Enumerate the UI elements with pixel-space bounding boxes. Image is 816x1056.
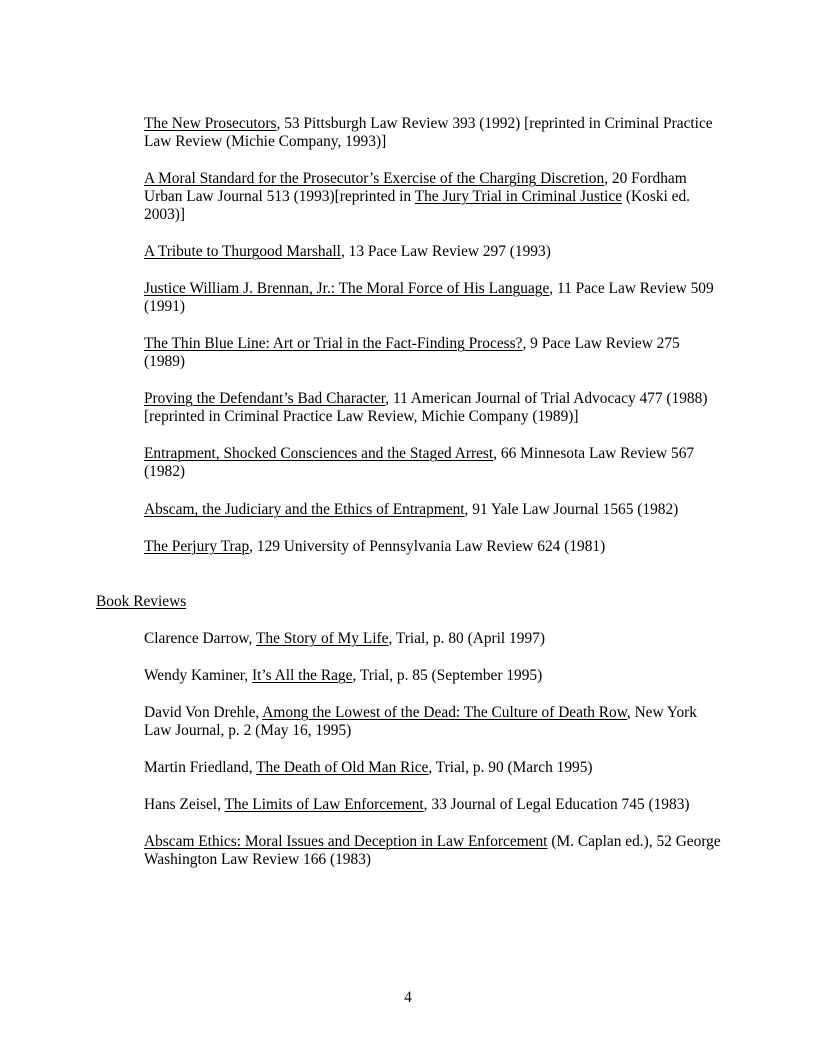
- article-citation: , 11 Pace Law Review 509 (1991): [144, 280, 714, 315]
- review-citation: , New York Law Journal, p. 2 (May 16, 1995): [144, 704, 697, 739]
- book-title: The Limits of Law Enforcement: [224, 796, 424, 813]
- article-citation: , 91 Yale Law Journal 1565 (1982): [464, 501, 679, 518]
- section-heading-book-reviews: Book Reviews: [96, 593, 187, 610]
- article-title: A Tribute to Thurgood Marshall: [144, 243, 341, 260]
- review-citation: , 33 Journal of Legal Education 745 (1983): [423, 796, 690, 813]
- review-citation: , Trial, p. 85 (September 1995): [352, 667, 543, 684]
- book-title: The Jury Trial in Criminal Justice: [414, 188, 623, 205]
- book-review-entry: [144, 759, 724, 777]
- review-author: Wendy Kaminer,: [144, 667, 252, 684]
- article-title: Proving the Defendant’s Bad Character: [144, 390, 386, 407]
- article-entry: [144, 501, 724, 519]
- article-title: The Thin Blue Line: Art or Trial in the Fact-Finding Process?: [144, 335, 523, 352]
- book-review-entry: [144, 667, 724, 685]
- article-entry: [144, 170, 724, 224]
- article-title: The Perjury Trap: [144, 538, 250, 555]
- article-title: Entrapment, Shocked Consciences and the Staged Arrest: [144, 445, 494, 462]
- article-title: The New Prosecutors: [144, 115, 277, 132]
- book-review-entry: [144, 833, 724, 869]
- book-review-entry: [144, 796, 724, 814]
- article-entry: [144, 115, 724, 151]
- article-citation: , 129 University of Pennsylvania Law Review 624 (1981): [249, 538, 606, 555]
- review-author: Clarence Darrow,: [144, 630, 256, 647]
- article-citation: , 53 Pittsburgh Law Review 393 (1992) [reprinted in Criminal Practice Law Review (Michie Company, 1993)]: [144, 115, 713, 150]
- book-title: It’s All the Rage: [251, 667, 353, 684]
- book-review-entry: [144, 630, 724, 648]
- article-entry: [144, 538, 724, 556]
- article-entry: [144, 445, 724, 481]
- article-entry: [144, 243, 724, 261]
- review-citation: , Trial, p. 80 (April 1997): [388, 630, 545, 647]
- article-citation: , 66 Minnesota Law Review 567 (1982): [144, 445, 695, 480]
- page-number: 4: [404, 989, 412, 1006]
- review-author: Hans Zeisel,: [144, 796, 225, 813]
- book-title: Abscam Ethics: Moral Issues and Deception in Law Enforcement: [144, 833, 548, 850]
- review-citation: , Trial, p. 90 (March 1995): [428, 759, 593, 776]
- article-entry: [144, 280, 724, 316]
- article-citation: (Koski ed. 2003)]: [144, 188, 691, 223]
- book-title: The Story of My Life: [255, 630, 389, 647]
- book-title: Among the Lowest of the Dead: The Culture of Death Row: [262, 704, 627, 721]
- article-title: A Moral Standard for the Prosecutor’s Exercise of the Charging Discretion: [144, 170, 605, 187]
- article-entry: [144, 390, 724, 426]
- article-entry: [144, 335, 724, 371]
- article-citation: , 9 Pace Law Review 275 (1989): [144, 335, 680, 370]
- article-citation: , 13 Pace Law Review 297 (1993): [340, 243, 551, 260]
- article-citation: , 20 Fordham Urban Law Journal 513 (1993)[reprinted in: [144, 170, 687, 205]
- review-citation: (M. Caplan ed.), 52 George Washington Law Review 166 (1983): [144, 833, 721, 868]
- review-author: Martin Friedland,: [144, 759, 257, 776]
- book-title: The Death of Old Man Rice: [256, 759, 429, 776]
- article-title: Justice William J. Brennan, Jr.: The Moral Force of His Language: [144, 280, 550, 297]
- article-citation: , 11 American Journal of Trial Advocacy 477 (1988)[reprinted in Criminal Practice Law Review, Michie Company (1989)]: [144, 390, 708, 425]
- article-title: Abscam, the Judiciary and the Ethics of Entrapment: [144, 501, 465, 518]
- review-author: David Von Drehle,: [144, 704, 263, 721]
- book-review-entry: [144, 704, 724, 740]
